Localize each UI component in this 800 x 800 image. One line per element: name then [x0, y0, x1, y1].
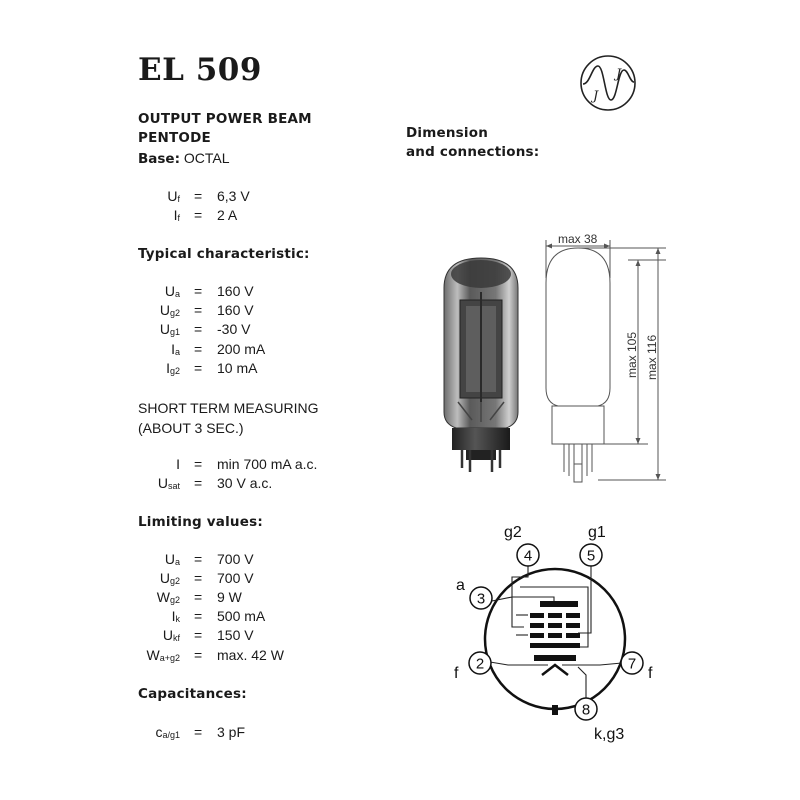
- param-row: [138, 569, 338, 588]
- svg-text:5: 5: [586, 547, 596, 565]
- equals-sign: =: [194, 551, 203, 567]
- jj-logo: [578, 54, 638, 112]
- equals-sign: =: [194, 283, 203, 299]
- capacitances-title: Capacitances:: [138, 686, 247, 702]
- param-row: [138, 550, 338, 569]
- param-symbol: I: [176, 456, 180, 472]
- param-row: [138, 340, 338, 359]
- equals-sign: =: [194, 302, 203, 318]
- param-value: 160 V: [217, 283, 254, 299]
- base-value: OCTAL: [183, 150, 230, 166]
- pin-8-label: k,g3: [594, 726, 625, 743]
- param-symbol: $I_k$: [171, 608, 180, 624]
- equals-sign: =: [194, 475, 203, 491]
- width-label: max 38: [558, 232, 598, 246]
- param-symbol: $W_{g2}$: [156, 589, 180, 605]
- param-value: 10 mA: [217, 360, 258, 376]
- svg-text:4: 4: [523, 547, 533, 565]
- equals-sign: =: [194, 321, 203, 337]
- subtitle-line-2: PENTODE: [138, 130, 211, 146]
- param-symbol: $U_f$: [167, 188, 180, 204]
- height2-label: max 116: [645, 334, 659, 380]
- param-value: 150 V: [217, 627, 254, 643]
- param-symbol: $c_{a/g1}$: [155, 724, 180, 740]
- param-value: 700 V: [217, 551, 254, 567]
- pin-3: [470, 587, 492, 609]
- param-row: [138, 282, 338, 301]
- logo-letter-2: J: [593, 89, 599, 104]
- param-row: [138, 607, 338, 626]
- dimension-title: [406, 124, 539, 162]
- param-symbol: $U_a$: [164, 283, 180, 299]
- svg-text:3: 3: [476, 590, 486, 608]
- cathode-heater-symbol: [542, 665, 568, 675]
- param-value: 700 V: [217, 570, 254, 586]
- pin-8: [575, 698, 597, 720]
- tube-outline: [546, 248, 610, 406]
- subtitle: [138, 110, 312, 148]
- logo-letter-1: J: [616, 67, 622, 82]
- pin-7: [621, 652, 643, 674]
- height1-label: max 105: [625, 331, 639, 378]
- pin-5-label: g1: [588, 524, 606, 541]
- param-symbol: $U_{g2}$: [159, 570, 180, 586]
- dimension-drawing: [538, 228, 678, 490]
- equals-sign: =: [194, 724, 203, 740]
- param-row: [138, 206, 338, 225]
- equals-sign: =: [194, 456, 203, 472]
- connection-diagram: [450, 515, 670, 747]
- param-symbol: $U_a$: [164, 551, 180, 567]
- param-row: [138, 187, 338, 206]
- param-value: max. 42 W: [217, 647, 284, 663]
- param-symbol: $U_{sat}$: [157, 475, 180, 491]
- typical-title: Typical characteristic:: [138, 246, 310, 262]
- param-value: 160 V: [217, 302, 254, 318]
- param-row: [138, 359, 338, 378]
- param-symbol: $I_f$: [173, 207, 180, 223]
- equals-sign: =: [194, 207, 203, 223]
- short-term-note: [138, 398, 318, 438]
- param-symbol: $I_a$: [171, 341, 180, 357]
- equals-sign: =: [194, 627, 203, 643]
- pin-2-label: f: [454, 665, 459, 682]
- param-row: [138, 646, 338, 665]
- param-value: 9 W: [217, 589, 242, 605]
- param-symbol: $W_{a+g2}$: [146, 647, 180, 663]
- pin-4: [517, 544, 539, 566]
- short-term-line-1: SHORT TERM MEASURING: [138, 400, 319, 416]
- equals-sign: =: [194, 360, 203, 376]
- param-row: [138, 626, 338, 645]
- param-symbol: $U_{g2}$: [159, 302, 180, 318]
- equals-sign: =: [194, 188, 203, 204]
- param-value: -30 V: [217, 321, 251, 337]
- base-label: Base:: [138, 151, 180, 167]
- tube-base-outline: [552, 406, 604, 444]
- param-row: [138, 474, 388, 493]
- param-value: 3 pF: [217, 724, 246, 740]
- param-value: min 700 mA a.c.: [217, 456, 318, 472]
- base-info: [138, 150, 230, 167]
- param-symbol: $I_{g2}$: [166, 360, 180, 376]
- equals-sign: =: [194, 341, 203, 357]
- equals-sign: =: [194, 570, 203, 586]
- pin-4-label: g2: [504, 524, 522, 541]
- key-notch: [552, 705, 558, 715]
- tube-title: EL 509: [138, 52, 262, 88]
- param-value: 30 V a.c.: [217, 475, 273, 491]
- tube-photo: [436, 252, 526, 474]
- pin-7-label: f: [648, 665, 653, 682]
- param-row: [138, 588, 338, 607]
- svg-text:2: 2: [475, 655, 485, 673]
- subtitle-line-1: OUTPUT POWER BEAM: [138, 111, 312, 127]
- equals-sign: =: [194, 589, 203, 605]
- pin-2: [469, 652, 491, 674]
- equals-sign: =: [194, 608, 203, 624]
- param-row: [138, 723, 338, 742]
- param-value: 6,3 V: [217, 188, 250, 204]
- param-symbol: $U_{g1}$: [159, 321, 180, 337]
- param-value: 200 mA: [217, 341, 266, 357]
- param-row: [138, 301, 338, 320]
- equals-sign: =: [194, 647, 203, 663]
- param-value: 2 A: [217, 207, 238, 223]
- pin-3-label: a: [456, 577, 465, 594]
- param-symbol: $U_{kf}$: [162, 627, 180, 643]
- svg-text:7: 7: [627, 655, 637, 673]
- limiting-title: Limiting values:: [138, 514, 263, 530]
- svg-text:8: 8: [581, 701, 591, 719]
- dimension-title-line-1: Dimension: [406, 125, 489, 141]
- base-circle: [485, 569, 625, 709]
- pin-5: [580, 544, 602, 566]
- param-row: [138, 455, 388, 474]
- short-term-line-2: (ABOUT 3 SEC.): [138, 420, 244, 436]
- param-row: [138, 320, 338, 339]
- param-value: 500 mA: [217, 608, 266, 624]
- dimension-title-line-2: and connections:: [406, 144, 540, 160]
